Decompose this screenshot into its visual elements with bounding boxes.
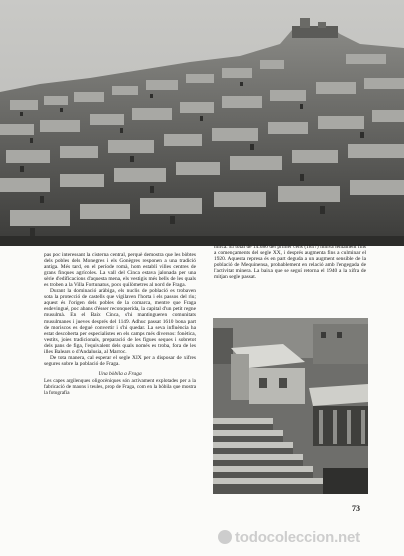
watermark [218, 527, 398, 547]
paragraph-2: Durant la dominació aràbiga, els nuclis de població es trobaven sota la protecció de castells que vigilaven l'horta i els passos del riu; aquest és l'origen dels pobles de la comarca, mentre que Fraga esdevingué, poc abans d'ésser reconquerida, la capital d'un petit regne musulmà. En el Baix Cinca, s'hi mantingueren comunitats musulmanes i jueves després del 1149. Adhuc passat 1610 bona part de moriscos es degué convertir i s'hi quedar. La seva influència ha estat descoberta per especialistes en els camps més diversos: fonètica, vestits, joies tradicionals, preparació de les figues seques i sobretot dels pans de figa, l'equivalent dels quals només es troba, fora de les illes Balears o d'Andalusia, al Marroc. [44, 288, 196, 355]
watermark-text: todocoleccion.net [235, 528, 360, 546]
paragraph-right: mirca. El total de 14.686 del primer cens (1857) minva lentament fins a començaments del segle XX, i després augmenta fins a culminar el 1920. Aquesta represa és en part deguda a un augment sensible de la població de Mequinensa, probablement en relació amb l'engegada de l'activitat minera. La baixa que se seguí retorna el 1940 a la xifra de mitjan segle passat. [214, 244, 366, 281]
brickworks-photograph [213, 318, 368, 494]
paragraph-1: pas poc interessant la cisterna central, perquè demostra que les bòbtes dels pobles dels Monegres i els Gonègres responen a una tradició antiga. Més tard, en el període romà, hom establí villes centres de grans finques agrícoles. La vall del Cinca estava jalonada per una sèrie d'edificacions d'aquesta mena, els vestigis més bells de les quals es troben a la Villa Fortunatus, pocs quilòmetres al nord de Fraga. [44, 252, 196, 289]
watermark-logo-icon [218, 530, 232, 544]
town-photograph [0, 0, 404, 246]
caption-text: Les capes argilenques oligocèniques són activament explotades per a la fabricació de maons i teules, prop de Fraga, com en la bòbila que mostra la fotografia [44, 377, 196, 396]
paragraph-3: De tota manera, cal esperar el segle XIX per a disposar de xifres segures sobre la població de Fraga. [44, 354, 196, 367]
page-number: 73 [352, 504, 360, 513]
caption-heading: Una bòbila a Fraga [98, 370, 142, 377]
right-text-column [214, 244, 366, 312]
left-text-column [44, 252, 196, 512]
